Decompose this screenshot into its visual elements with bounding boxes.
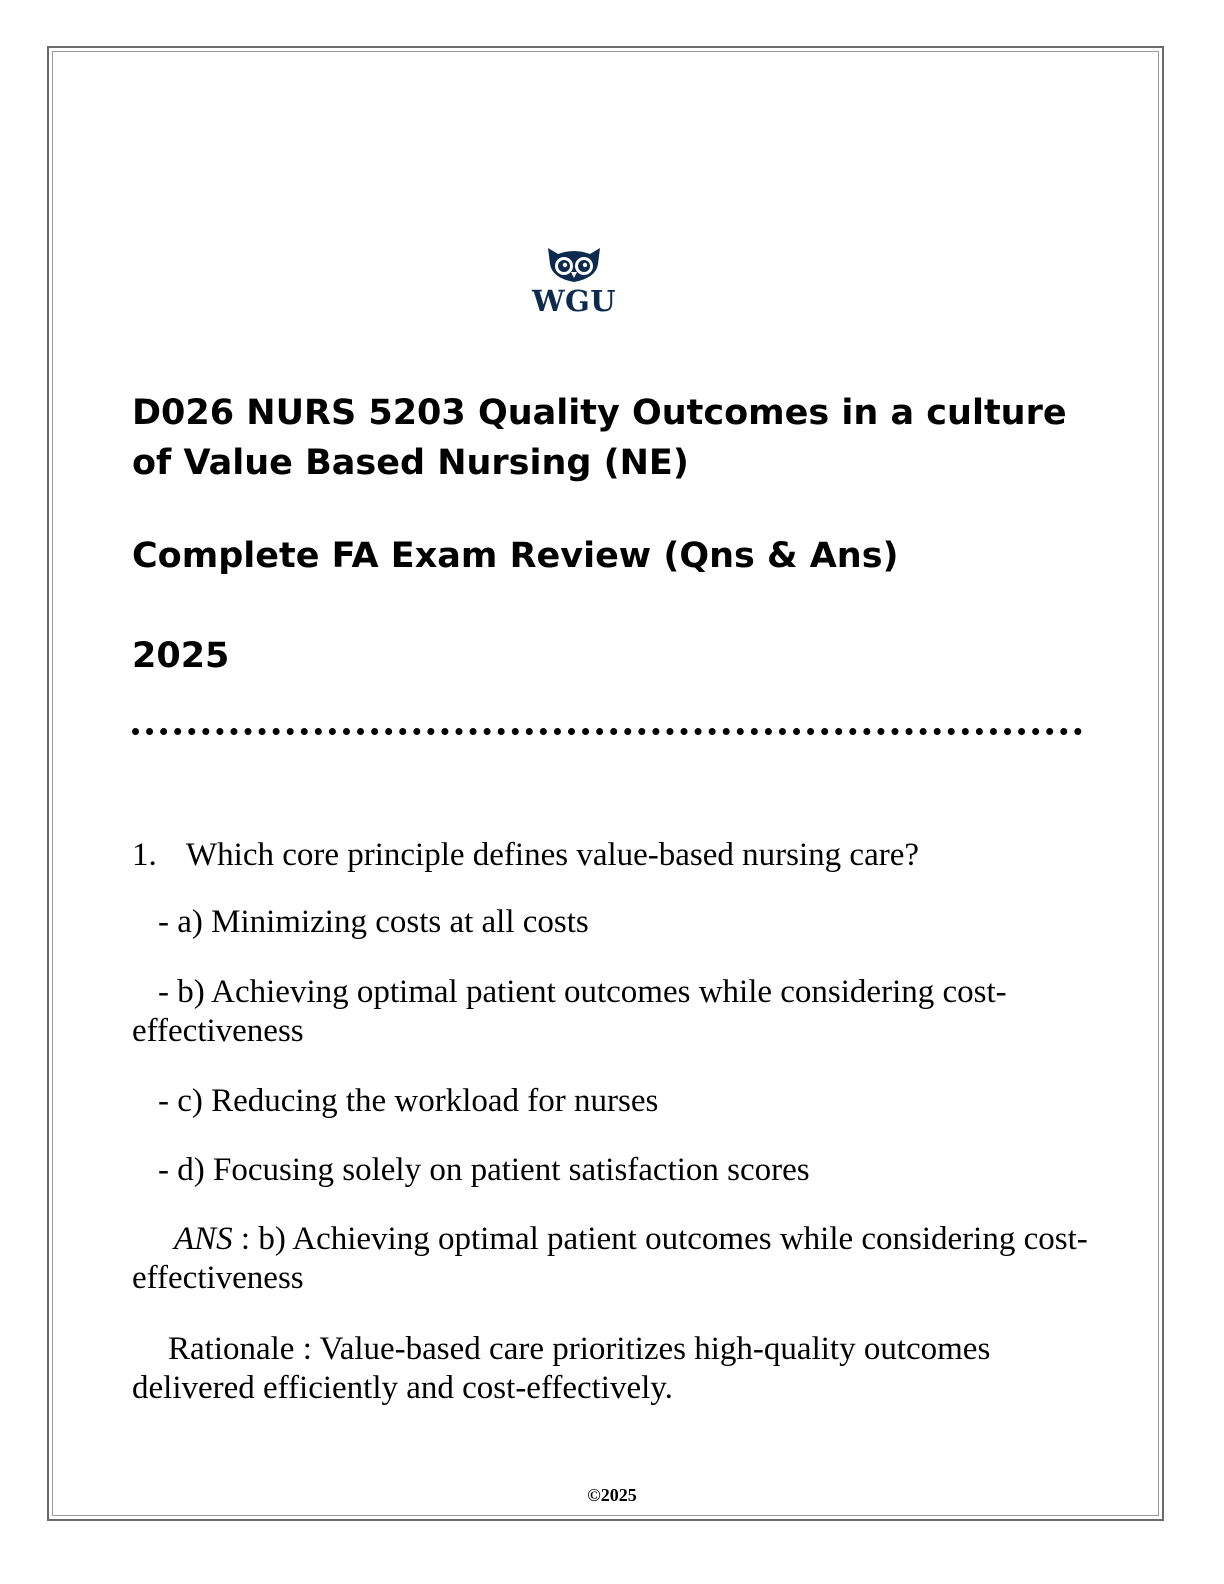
question-text: Which core principle defines value-based nursing care?	[186, 837, 919, 873]
answer	[132, 1220, 1092, 1298]
wgu-logo	[529, 246, 619, 326]
option-b: - b) Achieving optimal patient outcomes while considering cost-effectiveness	[132, 974, 1007, 1049]
document-subtitle: Complete FA Exam Review (Qns & Ans)	[132, 536, 899, 576]
footer-copyright: ©2025	[587, 1485, 637, 1505]
rationale: Rationale : Value-based care prioritizes high-quality outcomes delivered efficiently and cost-effectively.	[132, 1331, 991, 1406]
option-a: - a) Minimizing costs at all costs	[158, 904, 589, 940]
dotted-divider	[132, 728, 1082, 735]
option-d: - d) Focusing solely on patient satisfaction scores	[158, 1152, 810, 1188]
question-number: 1.	[132, 837, 157, 873]
document-title: D026 NURS 5203 Quality Outcomes in a culture of Value Based Nursing (NE)	[132, 393, 1067, 483]
logo-text: WGU	[531, 284, 617, 318]
answer-text: : b) Achieving optimal patient outcomes while considering cost-effectiveness	[132, 1221, 1088, 1296]
owl-icon	[544, 246, 604, 284]
document-year: 2025	[132, 636, 230, 676]
option-c: - c) Reducing the workload for nurses	[158, 1083, 659, 1119]
answer-label: ANS	[174, 1221, 233, 1257]
